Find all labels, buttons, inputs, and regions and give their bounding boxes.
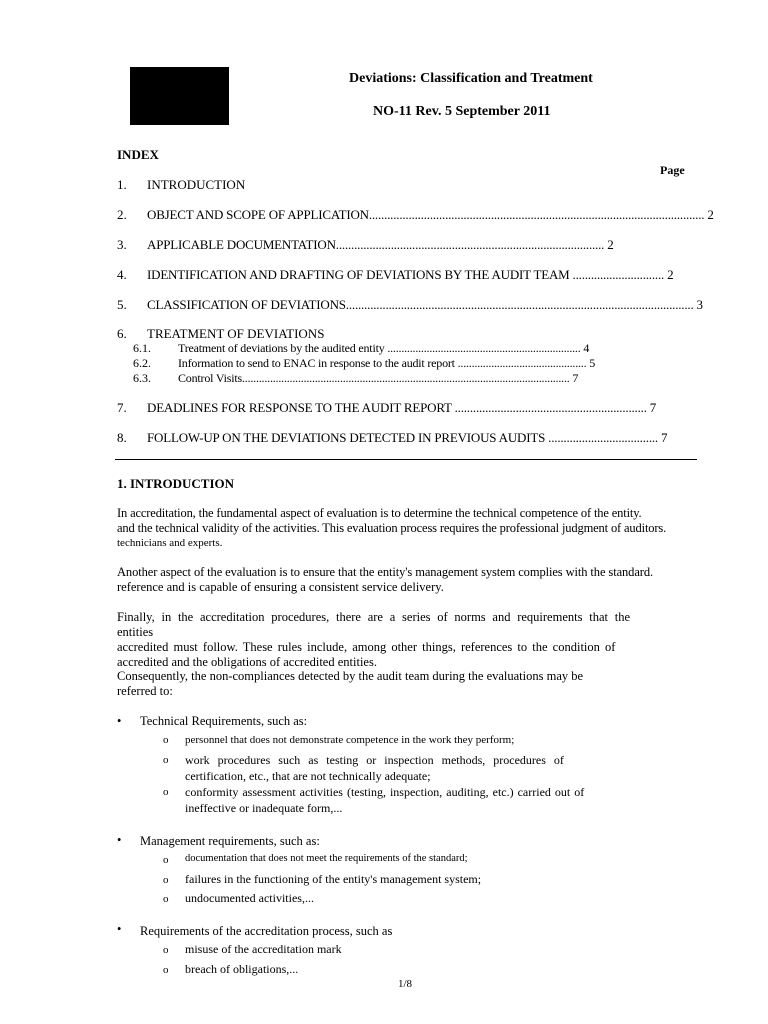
paragraph (117, 610, 630, 670)
list-label: Requirements of the accreditation process, such as (140, 924, 393, 938)
toc-entry-number: 1. (117, 177, 127, 192)
toc-sub-entry-number: 6.1. (133, 341, 151, 355)
toc-sub-entry-text: Information to send to ENAC in response to the audit report .............................................. 5 (178, 356, 596, 370)
list-item-line: ineffective or inadequate form,... (185, 801, 343, 815)
sub-bullet-icon: o (163, 734, 169, 746)
sub-bullet-icon: o (163, 786, 169, 798)
paragraph-line: accredited and the obligations of accredited entities. (117, 655, 377, 669)
toc-entry-number: 2. (117, 207, 127, 222)
list-item (185, 784, 620, 816)
paragraph-line: referred to: (117, 684, 173, 698)
toc-entry-text: DEADLINES FOR RESPONSE TO THE AUDIT REPORT ............................................................... 7 (147, 400, 657, 415)
list-item-line: certification, etc., that are not technically adequate; (185, 769, 431, 783)
toc-entry-number: 8. (117, 430, 127, 445)
toc-entry-number: 3. (117, 237, 127, 252)
paragraph-line: reference and is capable of ensuring a consistent service delivery. (117, 580, 444, 594)
bullet-icon: • (117, 833, 122, 847)
paragraph-line: Finally, in the accreditation procedures, there are a series of norms and requirements that the entities (117, 610, 630, 639)
list-label: Management requirements, such as: (140, 834, 320, 848)
section-divider (115, 459, 697, 460)
paragraph-line: In accreditation, the fundamental aspect of evaluation is to determine the technical competence of the entity. (117, 506, 642, 520)
list-item: personnel that does not demonstrate competence in the work they perform; (185, 734, 515, 746)
sub-bullet-icon: o (163, 874, 169, 886)
toc-entry-text: TREATMENT OF DEVIATIONS (147, 326, 325, 341)
list-item: misuse of the accreditation mark (185, 942, 342, 956)
paragraph-line: Another aspect of the evaluation is to ensure that the entity's management system complies with the standard. (117, 565, 654, 579)
list-item (185, 752, 595, 784)
paragraph (117, 669, 637, 699)
bullet-icon: • (117, 714, 122, 728)
toc-entry-text: IDENTIFICATION AND DRAFTING OF DEVIATIONS BY THE AUDIT TEAM .............................. 2 (147, 267, 674, 282)
paragraph-line: accredited must follow. These rules include, among other things, references to the condition of (117, 640, 616, 654)
list-item: documentation that does not meet the requirements of the standard; (185, 853, 468, 864)
bullet-icon: • (117, 922, 122, 936)
toc-entry-number: 4. (117, 267, 127, 282)
list-item: breach of obligations,... (185, 962, 299, 976)
toc-entry-text: APPLICABLE DOCUMENTATION........................................................................................ 2 (147, 237, 614, 252)
sub-bullet-icon: o (163, 754, 169, 766)
sub-bullet-icon: o (163, 944, 169, 956)
toc-sub-entry-text: Control Visits..................................................................................................................... 7 (178, 371, 579, 385)
toc-entry-number: 5. (117, 297, 127, 312)
paragraph (117, 506, 697, 551)
paragraph-line: Consequently, the non-compliances detected by the audit team during the evaluations may be (117, 669, 584, 683)
sub-bullet-icon: o (163, 854, 169, 866)
document-subtitle: NO-11 Rev. 5 September 2011 (373, 104, 551, 119)
list-item-line: conformity assessment activities (testing, inspection, auditing, etc.) carried out of (185, 785, 585, 799)
toc-entry-number: 7. (117, 400, 127, 415)
toc-sub-entry-number: 6.2. (133, 356, 151, 370)
list-item-line: work procedures such as testing or inspection methods, procedures of (185, 753, 564, 767)
paragraph-line: technicians and experts. (117, 537, 223, 549)
toc-entry-number: 6. (117, 326, 127, 341)
section-heading: 1. INTRODUCTION (117, 476, 235, 491)
paragraph-line: and the technical validity of the activities. This evaluation process requires the professional judgment of auditors. (117, 521, 667, 535)
sub-bullet-icon: o (163, 893, 169, 905)
sub-bullet-icon: o (163, 964, 169, 976)
toc-entry-text: CLASSIFICATION OF DEVIATIONS.................................................................................................................. 3 (147, 297, 703, 312)
logo-redacted (130, 67, 229, 125)
toc-entry-text: FOLLOW-UP ON THE DEVIATIONS DETECTED IN PREVIOUS AUDITS .................................... 7 (147, 430, 668, 445)
list-label: Technical Requirements, such as: (140, 714, 308, 728)
toc-sub-entry-number: 6.3. (133, 371, 151, 385)
document-title: Deviations: Classification and Treatment (349, 71, 593, 86)
index-heading: INDEX (117, 147, 159, 162)
list-item: undocumented activities,... (185, 891, 314, 905)
paragraph (117, 565, 697, 595)
page-number: 1/8 (398, 978, 413, 990)
list-item: failures in the functioning of the entity's management system; (185, 872, 482, 886)
page-column-label: Page (660, 163, 685, 177)
toc-entry-text: OBJECT AND SCOPE OF APPLICATION.............................................................................................................. 2 (147, 207, 714, 222)
toc-sub-entry-text: Treatment of deviations by the audited entity ..................................................................... 4 (178, 341, 590, 355)
toc-entry-text: INTRODUCTION (147, 177, 246, 192)
